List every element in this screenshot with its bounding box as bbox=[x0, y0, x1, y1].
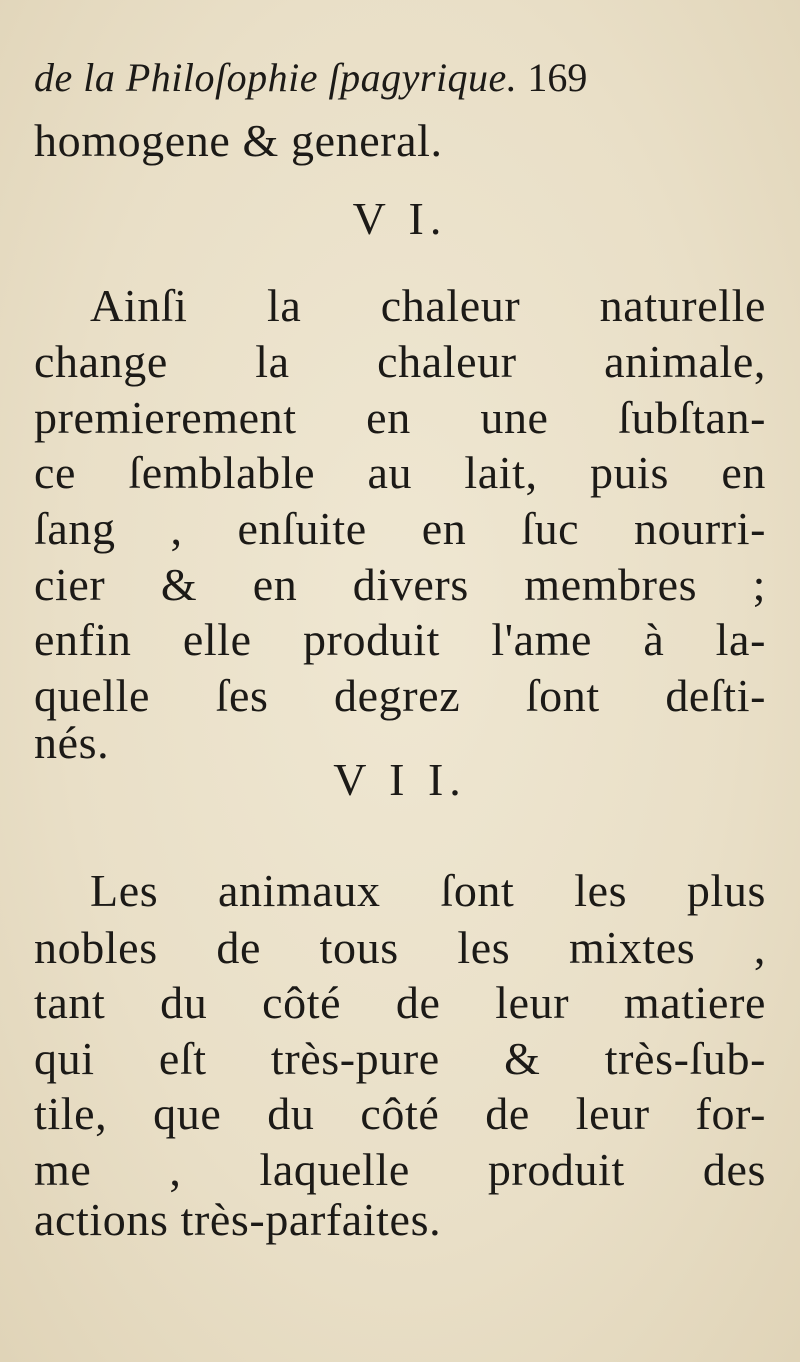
text-line: tant du côté de leur matiere bbox=[34, 977, 766, 1028]
running-title: de la Philoſophie ſpagyrique. bbox=[34, 55, 518, 100]
text-line: Ainſi la chaleur naturelle bbox=[90, 280, 766, 331]
text-line: cier & en divers membres ; bbox=[34, 559, 766, 610]
text-line: actions très-parfaites. bbox=[34, 1194, 442, 1245]
section-heading: V I I. bbox=[333, 754, 467, 805]
text-line: quelle ſes degrez ſont deſti- bbox=[34, 670, 766, 721]
text-line: ce ſemblable au lait, puis en bbox=[34, 447, 766, 498]
text-line: homogene & general. bbox=[34, 115, 443, 166]
section-heading: V I. bbox=[352, 193, 448, 244]
text-line: tile, que du côté de leur for- bbox=[34, 1088, 766, 1139]
running-head bbox=[34, 55, 654, 100]
text-line: change la chaleur animale, bbox=[34, 336, 766, 387]
text-line: enfin elle produit l'ame à la- bbox=[34, 614, 766, 665]
text-line: ſang , enſuite en ſuc nourri- bbox=[34, 503, 766, 554]
text-line: qui eſt très-pure & très-ſub- bbox=[34, 1033, 766, 1084]
text-line: nobles de tous les mixtes , bbox=[34, 922, 766, 973]
text-line: nés. bbox=[34, 717, 110, 768]
text-line: premierement en une ſubſtan- bbox=[34, 392, 766, 443]
page-number: 169 bbox=[527, 55, 588, 100]
text-line: me , laquelle produit des bbox=[34, 1144, 766, 1195]
text-line: Les animaux ſont les plus bbox=[90, 865, 766, 916]
